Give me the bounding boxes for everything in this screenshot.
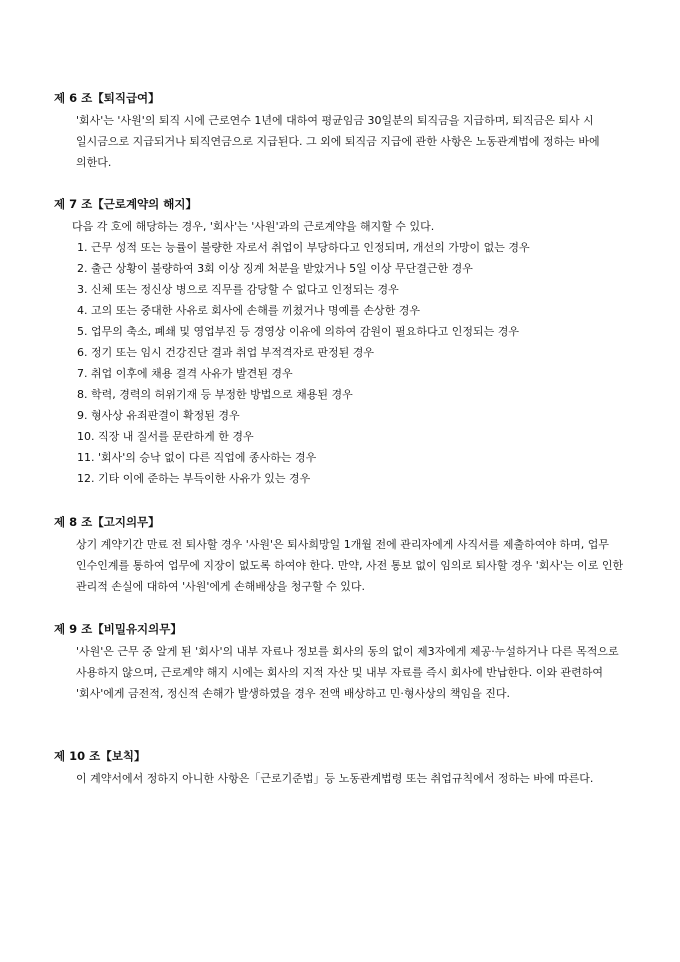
list-item: 5. 업무의 축소, 폐쇄 및 영업부진 등 경영상 이유에 의하여 감원이 필요하다고 인정되는 경우	[77, 325, 519, 338]
article-8-heading: 제 8 조【고지의무】	[54, 515, 160, 529]
list-item: 1. 근무 성적 또는 능률이 불량한 자로서 취업이 부당하다고 인정되며, 개선의 가망이 없는 경우	[77, 241, 530, 254]
list-item: 3. 신체 또는 정신상 병으로 직무를 감당할 수 없다고 인정되는 경우	[77, 283, 399, 296]
list-item: 10. 직장 내 질서를 문란하게 한 경우	[77, 430, 254, 443]
article-6	[54, 90, 626, 173]
list-item: 2. 출근 상황이 불량하여 3회 이상 징계 처분을 받았거나 5일 이상 무단결근한 경우	[77, 262, 473, 275]
list-item: 4. 고의 또는 중대한 사유로 회사에 손해를 끼쳤거나 명예를 손상한 경우	[77, 304, 420, 317]
list-item: 7. 취업 이후에 채용 결격 사유가 발견된 경우	[77, 367, 293, 380]
article-9-heading: 제 9 조【비밀유지의무】	[54, 622, 182, 636]
article-10	[54, 748, 626, 789]
article-10-body: 이 계약서에서 정하지 아니한 사항은「근로기준법」등 노동관계법령 또는 취업규칙에서 정하는 바에 따른다.	[76, 772, 594, 785]
article-6-body: '회사'는 '사원'의 퇴직 시에 근로연수 1년에 대하여 평균임금 30일분의 퇴직금을 지급하며, 퇴직금은 퇴사 시 일시금으로 지급되거나 퇴직연금으로 지급된다. 그 외에 퇴직금 지급에 관한 사항은 노동관계법에 정하는 바에 의한다.	[76, 114, 600, 169]
list-item: 9. 형사상 유죄판결이 확정된 경우	[77, 409, 240, 422]
list-item: 12. 기타 이에 준하는 부득이한 사유가 있는 경우	[77, 472, 311, 485]
article-7-intro: 다음 각 호에 해당하는 경우, '회사'는 '사원'과의 근로계약을 해지할 수 있다.	[72, 220, 435, 233]
article-9	[54, 621, 626, 704]
article-8	[54, 514, 626, 597]
article-6-heading: 제 6 조【퇴직급여】	[54, 91, 160, 105]
termination-reasons-list	[54, 237, 626, 489]
list-item: 11. '회사'의 승낙 없이 다른 직업에 종사하는 경우	[77, 451, 317, 464]
article-7	[54, 196, 626, 489]
article-8-body: 상기 계약기간 만료 전 퇴사할 경우 '사원'은 퇴사희망일 1개월 전에 관리자에게 사직서를 제출하여야 하며, 업무 인수인계를 통하여 업무에 지장이 없도록 하여야 한다. 만약, 사전 통보 없이 임의로 퇴사할 경우 '회사'는 이로 인한 관리적 손실에 대하여 '사원'에게 손해배상을 청구할 수 있다.	[76, 538, 624, 593]
article-9-body: '사원'은 근무 중 알게 된 '회사'의 내부 자료나 정보를 회사의 동의 없이 제3자에게 제공·누설하거나 다른 목적으로 사용하지 않으며, 근로계약 해지 시에는 회사의 지적 자산 및 내부 자료를 즉시 회사에 반납한다. 이와 관련하여 '회사'에게 금전적, 정신적 손해가 발생하였을 경우 전액 배상하고 민·형사상의 책임을 진다.	[76, 645, 619, 700]
list-item: 8. 학력, 경력의 허위기재 등 부정한 방법으로 채용된 경우	[77, 388, 353, 401]
article-7-heading: 제 7 조【근로계약의 해지】	[54, 197, 197, 211]
list-item: 6. 정기 또는 임시 건강진단 결과 취업 부적격자로 판정된 경우	[77, 346, 374, 359]
article-10-heading: 제 10 조【보칙】	[54, 749, 146, 763]
